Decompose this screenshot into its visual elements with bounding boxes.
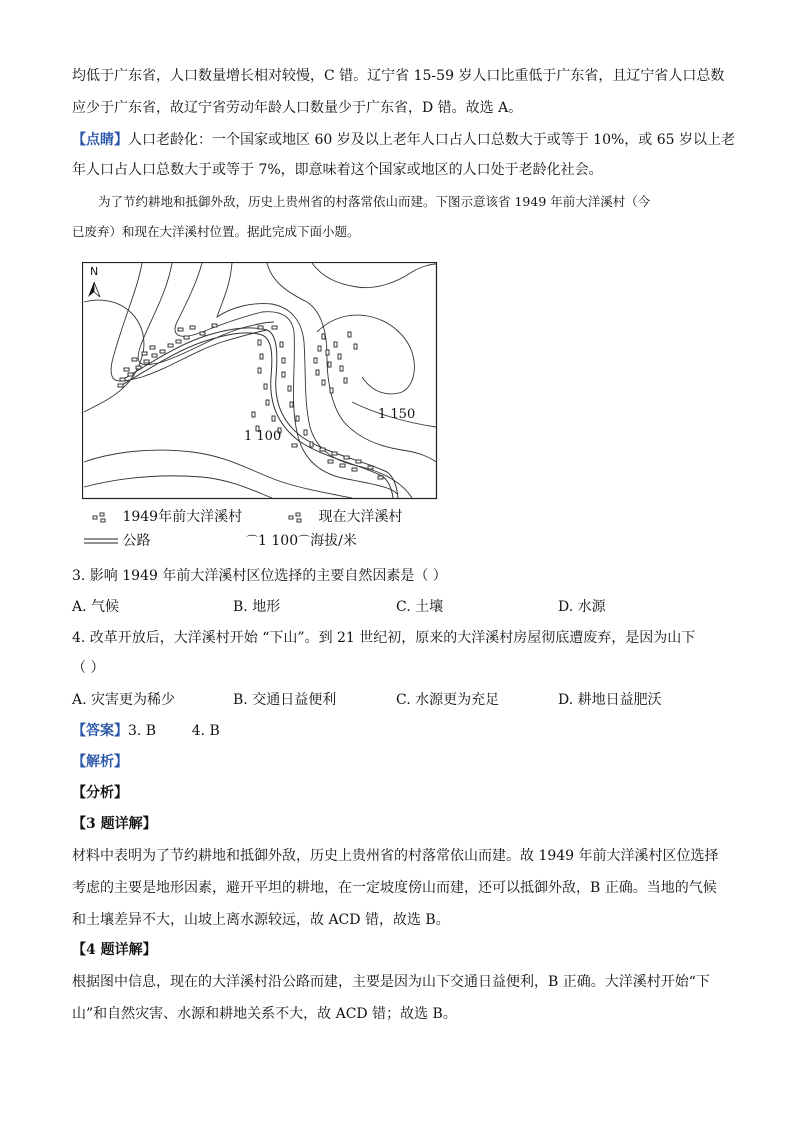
- legend-new-village: [288, 507, 402, 527]
- q3-option-a[interactable]: A. 气候: [72, 599, 120, 615]
- intro-line: 为了节约耕地和抵御外敌，历史上贵州省的村落常依山而建。下图示意该省 1949 年前大洋溪村（今: [98, 194, 651, 209]
- answer-text: 3. B 4. B: [128, 723, 220, 739]
- legend-label: 海拔/米: [310, 533, 357, 549]
- q3-detail-line: 材料中表明为了节约耕地和抵御外敌，历史上贵州省的村落常依山而建。故 1949 年前大洋溪村区位选择: [72, 848, 719, 864]
- old-village-icon: [92, 511, 112, 523]
- legend-contour: [246, 531, 357, 551]
- intro-line: 已废弃）和现在大洋溪村位置。据此完成下面小题。: [72, 224, 360, 239]
- tip-line: 年人口占人口总数大于或等于 7%，即意味着这个国家或地区的人口处于老龄化社会。: [72, 162, 603, 178]
- contour-label-1150: 1 150: [378, 407, 416, 422]
- tip-tag: 【点睛】: [72, 132, 128, 148]
- village-location-map: [82, 262, 438, 500]
- answer-line: [72, 721, 220, 741]
- legend-label: 1949年前大洋溪村: [122, 509, 243, 525]
- q4-detail-line: 山”和自然灾害、水源和耕地关系不大，故 ACD 错；故选 B。: [72, 1006, 457, 1022]
- q3-option-c[interactable]: C. 土壤: [396, 599, 444, 615]
- question-4-stem-cont: （ ）: [72, 660, 105, 676]
- new-village-icon: [288, 511, 308, 523]
- q4-option-d[interactable]: D. 耕地日益肥沃: [558, 692, 662, 708]
- map-frame: [83, 263, 437, 499]
- q3-detail-line: 和土壤差异不大，山坡上离水源较远，故 ACD 错，故选 B。: [72, 912, 450, 928]
- paragraph-line: 应少于广东省，故辽宁省劳动年龄人口数量少于广东省，D 错。故选 A。: [72, 100, 523, 116]
- tip-line: [72, 130, 735, 150]
- answer-tag: 【答案】: [72, 723, 128, 739]
- contour-sample-right: ⌒: [298, 534, 311, 548]
- q3-detail-line: 考虑的主要是地形因素，避开平坦的耕地，在一定坡度傍山而建，还可以抵御外敌，B 正确。当地的气候: [72, 880, 717, 896]
- q3-option-b[interactable]: B. 地形: [233, 599, 281, 615]
- legend-old-village: [92, 507, 242, 527]
- legend-contour-value: 1 100: [258, 533, 299, 549]
- q3-option-d[interactable]: D. 水源: [558, 599, 606, 615]
- q3-detail-tag: 【3 题详解】: [72, 816, 157, 832]
- q4-detail-line: 根据图中信息，现在的大洋溪村沿公路而建，主要是因为山下交通日益便利，B 正确。大洋溪村开始“下: [72, 974, 710, 990]
- road-symbol-icon: [84, 536, 118, 546]
- legend-label: 现在大洋溪村: [318, 509, 403, 525]
- analysis-tag: 【解析】: [72, 754, 128, 770]
- contour-label-1100: 1 100: [244, 429, 282, 444]
- q4-option-a[interactable]: A. 灾害更为稀少: [72, 692, 176, 708]
- north-label: N: [90, 265, 99, 278]
- paragraph-line: 均低于广东省，人口数量增长相对较慢，C 错。辽宁省 15-59 岁人口比重低于广东省，且辽宁省人口总数: [72, 68, 725, 84]
- fenxi-tag: 【分析】: [72, 785, 128, 801]
- contour-sample-left: ⌒: [246, 534, 259, 548]
- q4-detail-tag: 【4 题详解】: [72, 942, 157, 958]
- legend-label: 公路: [122, 533, 151, 549]
- q4-option-b[interactable]: B. 交通日益便利: [233, 692, 337, 708]
- question-3-stem: 3. 影响 1949 年前大洋溪村区位选择的主要自然因素是（ ）: [72, 568, 447, 584]
- tip-text: 人口老龄化：一个国家或地区 60 岁及以上老年人口占人口总数大于或等于 10%，或 65 岁以上老: [128, 132, 735, 148]
- question-4-stem: 4. 改革开放后，大洋溪村开始 “下山”。到 21 世纪初，原来的大洋溪村房屋彻底遭废弃，是因为山下: [72, 630, 696, 646]
- legend-road: [84, 531, 150, 551]
- q4-option-c[interactable]: C. 水源更为充足: [396, 692, 500, 708]
